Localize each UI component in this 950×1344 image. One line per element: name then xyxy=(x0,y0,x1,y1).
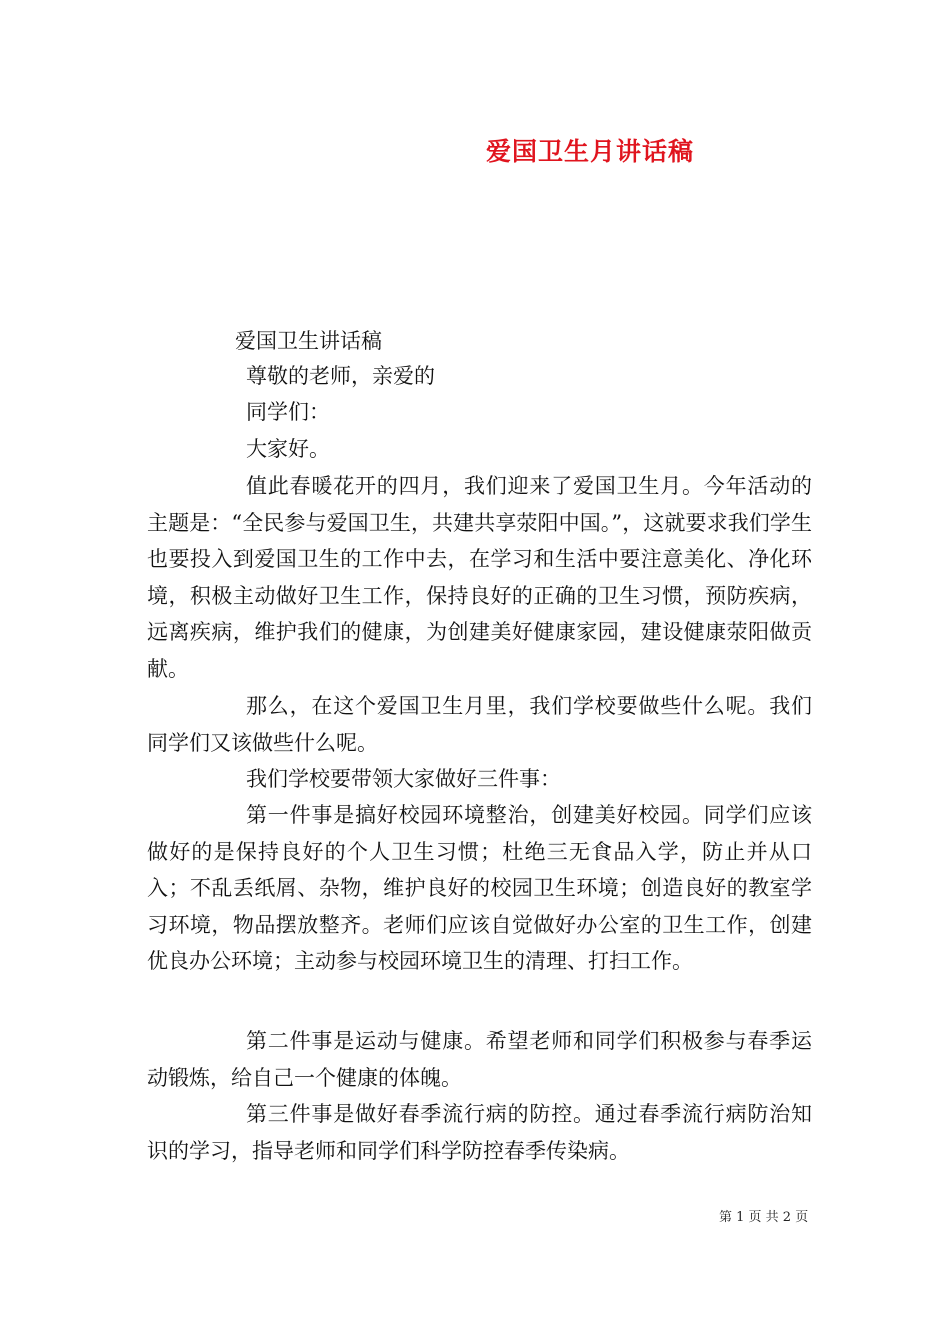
paragraph-third-thing: 第三件事是做好春季流行病的防控。通过春季流行病防治知识的学习，指导老师和同学们科学防控春季传染病。 xyxy=(147,1102,812,1163)
speech-subtitle: 爱国卫生讲话稿 xyxy=(235,329,382,353)
paragraph-second-thing: 第二件事是运动与健康。希望老师和同学们积极参与春季运动锻炼，给自己一个健康的体魄。 xyxy=(147,1029,812,1090)
page-footer: 第 1 页 共 2 页 xyxy=(719,1210,809,1225)
salutation-line-1: 尊敬的老师，亲爱的 xyxy=(246,364,435,388)
document-title: 爱国卫生月讲话稿 xyxy=(485,137,694,166)
salutation-line-2: 同学们： xyxy=(246,400,330,424)
greeting: 大家好。 xyxy=(246,437,330,461)
paragraph-three-things: 我们学校要带领大家做好三件事： xyxy=(246,767,561,791)
paragraph-question: 那么，在这个爱国卫生月里，我们学校要做些什么呢。我们同学们又该做些什么呢。 xyxy=(147,694,812,755)
paragraph-intro: 值此春暖花开的四月，我们迎来了爱国卫生月。今年活动的主题是：“全民参与爱国卫生，共建共享荥阳中国。”，这就要求我们学生也要投入到爱国卫生的工作中去，在学习和生活中要注意美化、净化环境，积极主动做好卫生工作，保持良好的正确的卫生习惯，预防疾病，远离疾病，维护我们的健康，为创建美好健康家园，建设健康荥阳做贡献。 xyxy=(147,474,812,681)
paragraph-first-thing: 第一件事是搞好校园环境整治，创建美好校园。同学们应该做好的是保持良好的个人卫生习惯；杜绝三无食品入学，防止并从口入；不乱丢纸屑、杂物，维护良好的校园卫生环境；创造良好的教室学习环境，物品摆放整齐。老师们应该自觉做好办公室的卫生工作，创建优良办公环境；主动参与校园环境卫生的清理、打扫工作。 xyxy=(147,803,812,973)
